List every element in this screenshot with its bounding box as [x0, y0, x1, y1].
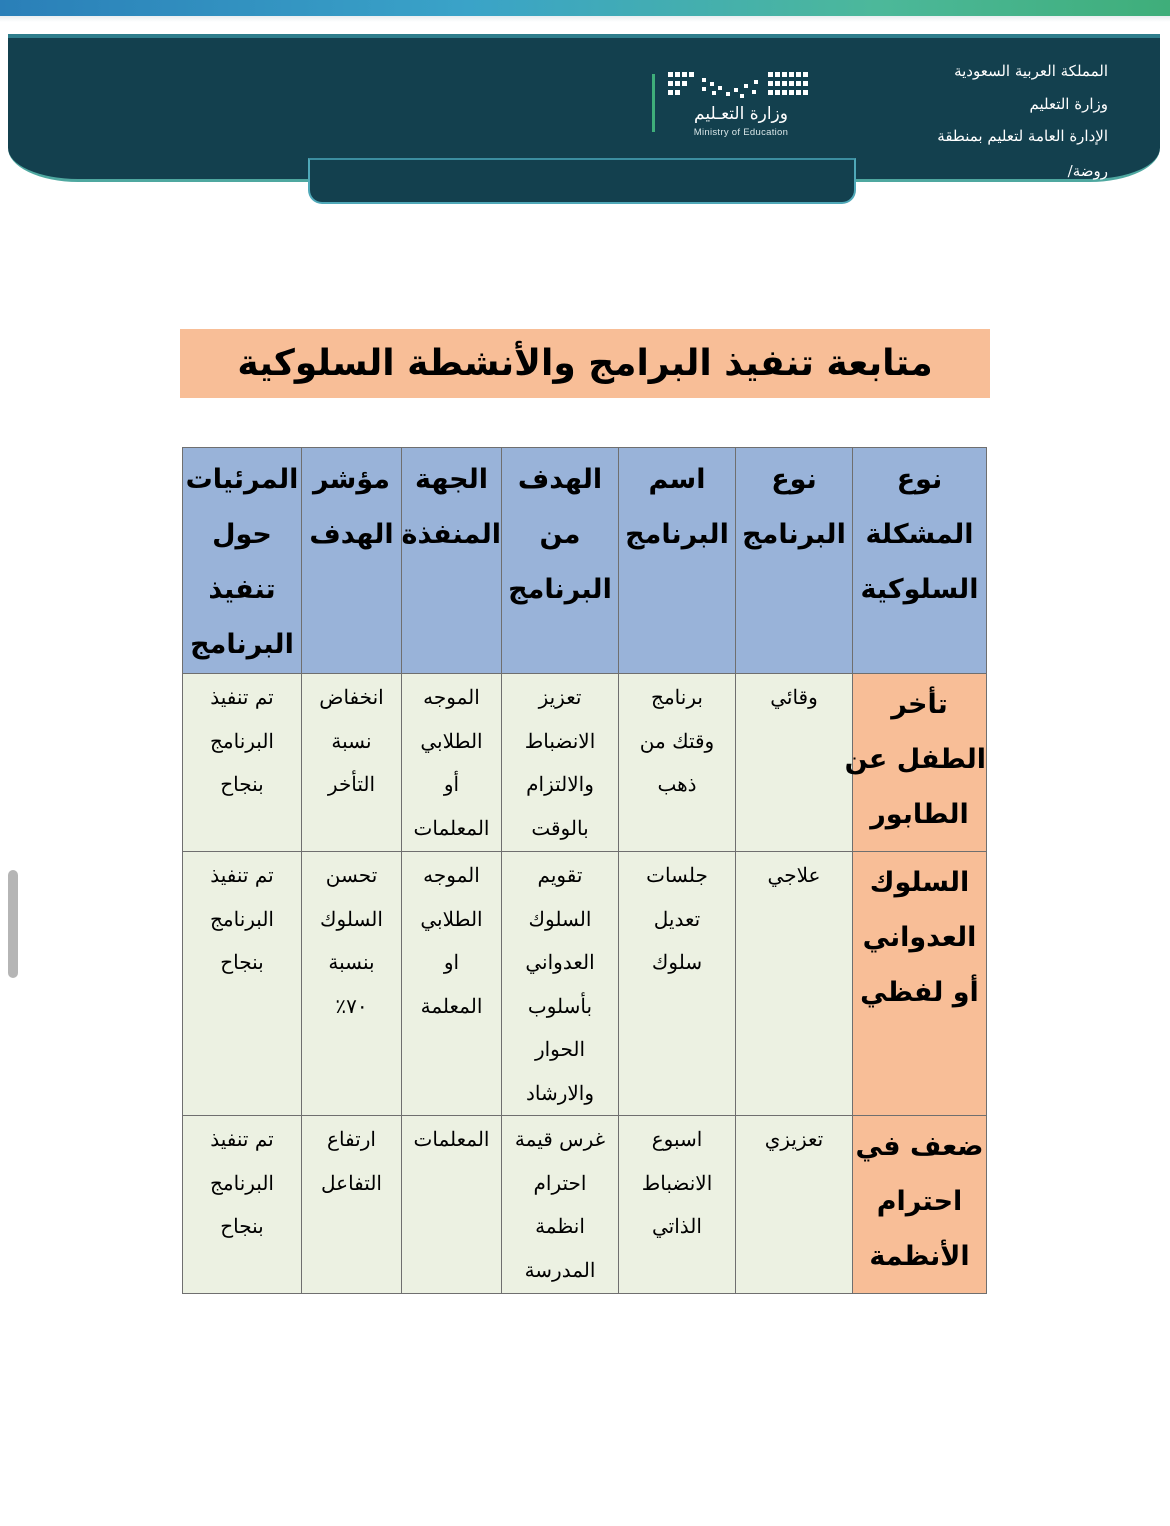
- ministry-line-country: المملكة العربية السعودية: [954, 62, 1108, 80]
- logo-arabic-text: وزارة التعـليم: [694, 104, 788, 124]
- table-header-row: [183, 448, 987, 674]
- cell-executor: المعلمات: [402, 1116, 502, 1294]
- header-program-name: اسم البرنامج: [619, 448, 736, 674]
- cell-program-name: برنامج وقتك من ذهب: [619, 674, 736, 852]
- page-title-box: [180, 329, 990, 398]
- cell-problem: ضعف في احترام الأنظمة: [853, 1116, 987, 1294]
- cell-observations: تم تنفيذ البرنامج بنجاح: [183, 674, 302, 852]
- table-row: [183, 852, 987, 1116]
- cell-program-goal: غرس قيمة احترام انظمة المدرسة: [502, 1116, 619, 1294]
- table-row: [183, 1116, 987, 1294]
- cell-executor: الموجه الطلابي أو المعلمات: [402, 674, 502, 852]
- top-strip-shadow: [0, 16, 1170, 22]
- ministry-line-school: روضة/: [1067, 161, 1108, 180]
- header-indicator: مؤشر الهدف: [302, 448, 402, 674]
- cell-program-name: اسبوع الانضباط الذاتي: [619, 1116, 736, 1294]
- cell-program-type: علاجي: [736, 852, 853, 1116]
- ministry-line-ministry: وزارة التعليم: [1029, 94, 1108, 113]
- header-program-goal: الهدف من البرنامج: [502, 448, 619, 674]
- cell-program-goal: تقويم السلوك العدواني بأسلوب الحوار والارشاد: [502, 852, 619, 1116]
- cell-indicator: ارتفاع التفاعل: [302, 1116, 402, 1294]
- top-color-strip: [0, 0, 1170, 16]
- header-program-type: نوع البرنامج: [736, 448, 853, 674]
- page-title: متابعة تنفيذ البرامج والأنشطة السلوكية: [237, 343, 933, 384]
- header-problem-type: نوع المشكلة السلوكية: [853, 448, 987, 674]
- cell-program-name: جلسات تعديل سلوك: [619, 852, 736, 1116]
- cell-executor: الموجه الطلابي او المعلمة: [402, 852, 502, 1116]
- cell-problem: تأخر الطفل عن الطابور: [853, 674, 987, 852]
- logo-dots-icon: [668, 70, 818, 104]
- ministry-logo: [652, 70, 822, 142]
- header-observations: المرئيات حول تنفيذ البرنامج: [183, 448, 302, 674]
- behavior-programs-table: [182, 447, 987, 1294]
- cell-observations: تم تنفيذ البرنامج بنجاح: [183, 852, 302, 1116]
- logo-english-text: Ministry of Education: [693, 127, 789, 138]
- table-row: [183, 674, 987, 852]
- cell-observations: تم تنفيذ البرنامج بنجاح: [183, 1116, 302, 1294]
- cell-indicator: انخفاض نسبة التأخر: [302, 674, 402, 852]
- cell-program-type: وقائي: [736, 674, 853, 852]
- ministry-address-block: [848, 60, 1108, 192]
- ministry-line-directorate: الإدارة العامة لتعليم بمنطقة: [937, 127, 1108, 145]
- cell-indicator: تحسن السلوك بنسبة ٧٠٪: [302, 852, 402, 1116]
- cell-problem: السلوك العدواني أو لفظي: [853, 852, 987, 1116]
- logo-accent-bar: [652, 74, 655, 132]
- letterhead-tab: [308, 158, 856, 204]
- scroll-handle[interactable]: [8, 870, 18, 978]
- cell-program-goal: تعزيز الانضباط والالتزام بالوقت: [502, 674, 619, 852]
- cell-program-type: تعزيزي: [736, 1116, 853, 1294]
- header-executor: الجهة المنفذة: [402, 448, 502, 674]
